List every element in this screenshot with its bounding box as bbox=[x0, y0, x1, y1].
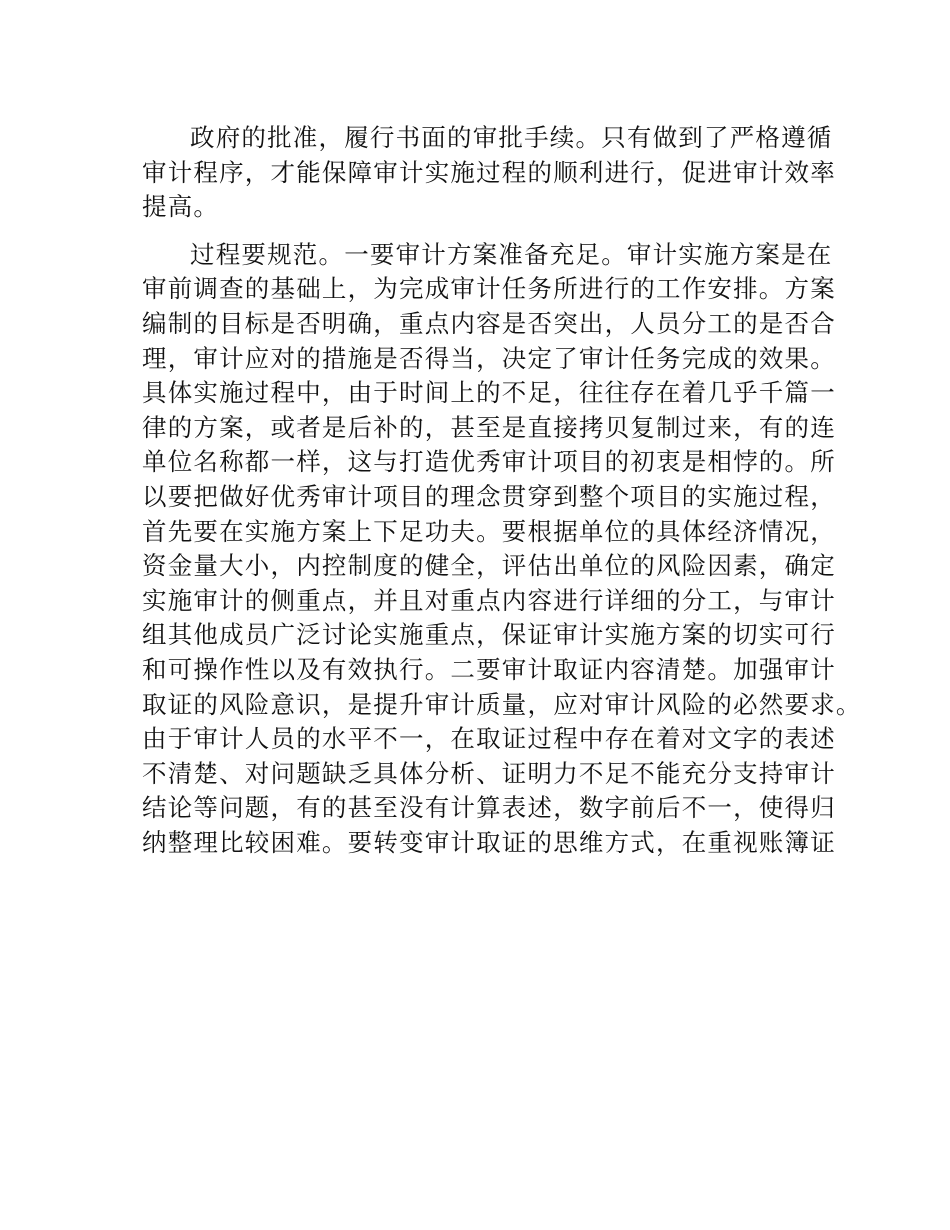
paragraph-1 bbox=[142, 121, 836, 225]
text-line: 审计程序，才能保障审计实施过程的顺利进行，促进审计效率 bbox=[142, 157, 836, 187]
text-line: 编制的目标是否明确，重点内容是否突出，人员分工的是否合 bbox=[142, 308, 836, 338]
text-line: 政府的批准，履行书面的审批手续。只有做到了严格遵循 bbox=[190, 123, 833, 152]
text-line: 具体实施过程中，由于时间上的不足，往往存在着几乎千篇一 bbox=[142, 378, 836, 408]
text-line: 提高。 bbox=[142, 192, 220, 222]
text-line: 律的方案，或者是后补的，甚至是直接拷贝复制过来，有的连 bbox=[142, 412, 836, 442]
text-line: 单位名称都一样，这与打造优秀审计项目的初衷是相悖的。所 bbox=[142, 447, 836, 477]
paragraph-spacing bbox=[142, 225, 832, 238]
text-line: 审前调查的基础上，为完成审计任务所进行的工作安排。方案 bbox=[142, 274, 836, 304]
text-line: 理，审计应对的措施是否得当，决定了审计任务完成的效果。 bbox=[142, 343, 836, 373]
paragraph-2 bbox=[142, 238, 862, 861]
text-line: 取证的风险意识，是提升审计质量，应对审计风险的必然要求。 bbox=[142, 689, 862, 719]
text-line: 和可操作性以及有效执行。二要审计取证内容清楚。加强审计 bbox=[142, 654, 836, 684]
text-line: 由于审计人员的水平不一，在取证过程中存在着对文字的表述 bbox=[142, 724, 836, 754]
text-line: 结论等问题，有的甚至没有计算表述，数字前后不一，使得归 bbox=[142, 793, 836, 823]
text-line: 纳整理比较困难。要转变审计取证的思维方式，在重视账簿证 bbox=[142, 827, 836, 857]
text-line: 资金量大小，内控制度的健全，评估出单位的风险因素，确定 bbox=[142, 551, 836, 581]
text-line: 组其他成员广泛讨论实施重点，保证审计实施方案的切实可行 bbox=[142, 620, 836, 650]
document-page bbox=[142, 121, 862, 860]
text-line: 首先要在实施方案上下足功夫。要根据单位的具体经济情况， bbox=[142, 516, 836, 546]
text-line: 不清楚、对问题缺乏具体分析、证明力不足不能充分支持审计 bbox=[142, 758, 836, 788]
text-line: 以要把做好优秀审计项目的理念贯穿到整个项目的实施过程， bbox=[142, 481, 836, 511]
text-line: 实施审计的侧重点，并且对重点内容进行详细的分工，与审计 bbox=[142, 585, 836, 615]
text-line: 过程要规范。一要审计方案准备充足。审计实施方案是在 bbox=[190, 239, 833, 269]
